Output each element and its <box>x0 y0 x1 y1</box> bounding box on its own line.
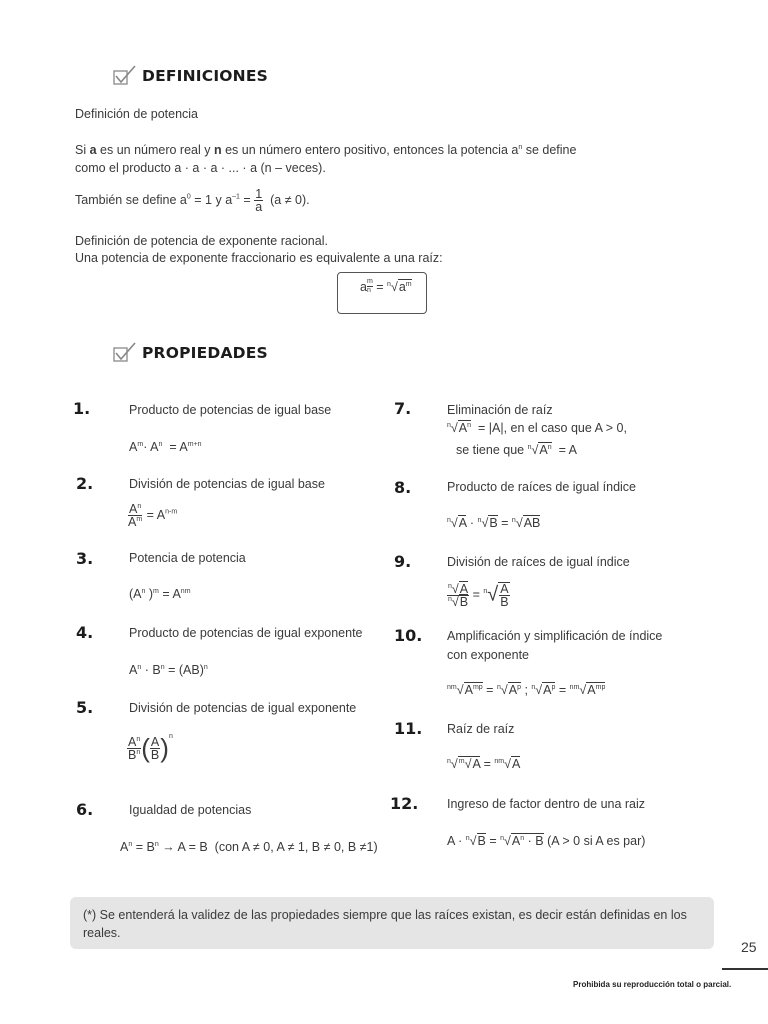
prop-label: Producto de potencias de igual base <box>129 403 332 417</box>
prop-label: Potencia de potencia <box>129 551 246 565</box>
prop-number: 6. <box>76 800 94 819</box>
prop-label: Igualdad de potencias <box>129 803 252 817</box>
prop-label: Producto de potencias de igual exponente <box>129 626 363 640</box>
prop-formula: se tiene que $^n√A^n = A$ <box>456 443 577 457</box>
footer-copyright: Prohibida su reproducción total o parcial. <box>573 980 732 989</box>
prop-number: 9. <box>394 552 412 571</box>
definicion-potencia: Definición de potencia <box>75 107 198 121</box>
prop-label: División de potencias de igual base <box>129 477 325 491</box>
prop-label: Ingreso de factor dentro de una raiz <box>447 797 646 811</box>
prop-number: 10. <box>394 626 423 645</box>
prop-formula: $\frac{^n√A}{^n√B}$ = $^n$√ $\frac{A}{B}$ <box>448 581 509 609</box>
prop-number: 3. <box>76 549 94 568</box>
prop-number: 8. <box>394 478 412 497</box>
prop-formula: $^n√A^n = |A|$, en el caso que A > 0, <box>447 421 627 435</box>
prop-label: Amplificación y simplificación de índice <box>447 629 663 643</box>
prop-number: 12. <box>390 794 419 813</box>
prop-formula: $^{nm}√A^{mp} = ^n√A^p$ ; $^n√A^p = ^{nm}√A^{mp}$ <box>447 683 606 697</box>
prop-label: Eliminación de raíz <box>447 403 553 417</box>
definicion-text-line1: Si a es un número real y n es un número entero positivo, entonces la potencia $a^n$ se define <box>75 143 577 157</box>
prop-label: División de potencias de igual exponente <box>129 701 357 715</box>
prop-number: 1. <box>73 399 91 418</box>
prop-formula: ($A^n$ )$^m = A^{nm}$ <box>129 587 191 601</box>
definicion-fraccionario: Una potencia de exponente fraccionario es equivalente a una raíz: <box>75 251 443 265</box>
note-text: (*) Se entenderá la validez de las propiedades siempre que las raíces existan, es decir están definidas en los reales. <box>83 908 687 940</box>
prop-formula: $\frac{A^n}{A^m}$ = $A^{n-m}$ <box>128 502 178 529</box>
definicion-racional: Definición de potencia de exponente racional. <box>75 234 328 248</box>
page-number: 25 <box>741 939 757 955</box>
note-box <box>70 897 714 949</box>
prop-number: 2. <box>76 474 94 493</box>
prop-label: División de raíces de igual índice <box>447 555 630 569</box>
prop-label: con exponente <box>447 648 530 662</box>
prop-formula: $^n$√A · $^n$√B = $^n$√AB <box>447 516 541 530</box>
prop-number: 11. <box>394 719 423 738</box>
prop-formula: $A \cdot ^n√B = ^n√A^n \cdot B$ (A > 0 si A es par) <box>447 834 646 848</box>
page-divider <box>722 968 768 970</box>
prop-formula: $^n$√$^m$√A = $^{nm}$√A <box>447 757 521 771</box>
prop-number: 5. <box>76 698 94 717</box>
definiciones-title: DEFINICIONES <box>142 67 268 85</box>
prop-label: Producto de raíces de igual índice <box>447 480 637 494</box>
prop-label: Raíz de raíz <box>447 722 515 736</box>
definicion-text-line2: como el producto a · a · a · ... · a (n – veces). <box>75 161 326 175</box>
prop-formula: $\frac{A^n}{B^n}$ ( $\frac{A}{B}$ )$^n$ <box>128 732 173 763</box>
prop-formula: $A^n \cdot B^n = (AB)^n$ <box>129 663 208 677</box>
formula-box: a $\frac{m}{n}$ = $^n√a^m$ <box>337 272 427 314</box>
definicion-exponente-cero: También se define $a^0 = 1$ y $a^{-1}$ = $\frac{1}{a}$ (a ≠ 0). <box>75 187 310 214</box>
check-icon <box>113 65 137 85</box>
check-icon <box>113 342 137 362</box>
propiedades-title: PROPIEDADES <box>142 344 268 362</box>
prop-formula: $A^n = B^n \to A = B$ (con A ≠ 0, A ≠ 1, B ≠ 0, B ≠1) <box>120 840 378 854</box>
prop-formula: $A^m\cdot A^n = A^{m+n}$ <box>129 440 202 454</box>
prop-number: 4. <box>76 623 94 642</box>
prop-number: 7. <box>394 399 412 418</box>
